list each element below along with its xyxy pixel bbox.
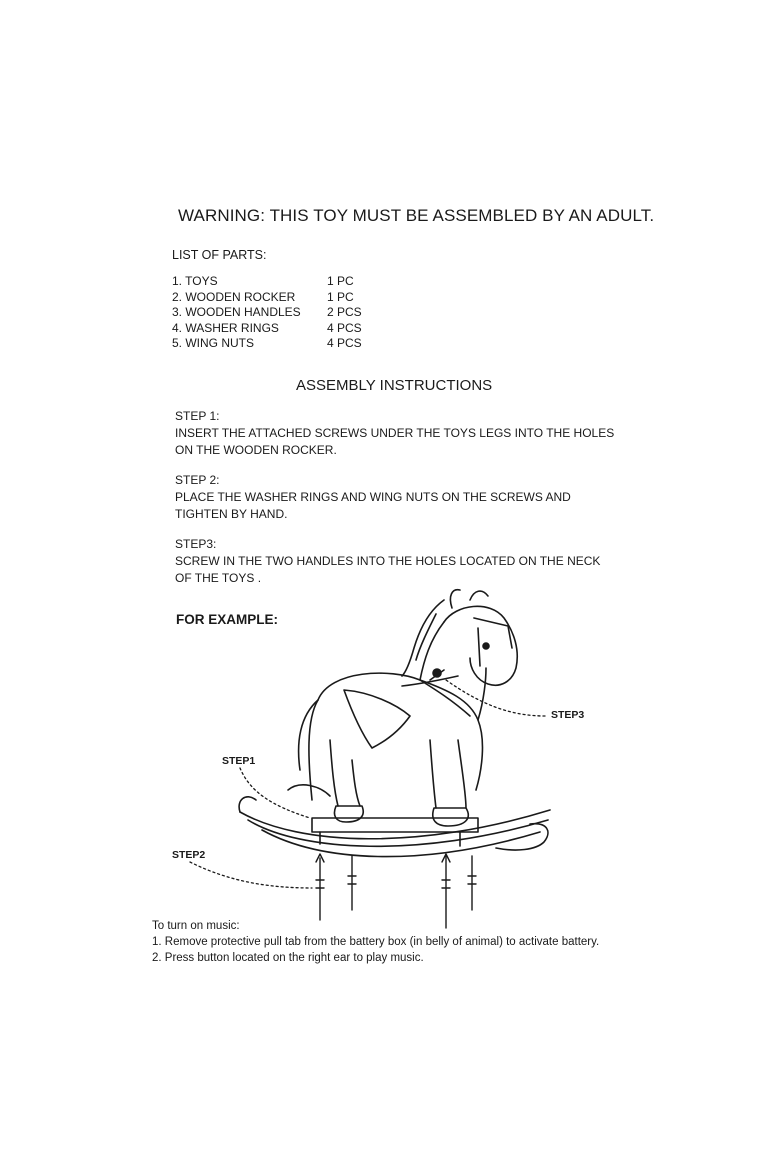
warning-heading: WARNING: THIS TOY MUST BE ASSEMBLED BY AN ADULT. bbox=[178, 206, 655, 225]
step-text: SCREW IN THE TWO HANDLES INTO THE HOLES LOCATED ON THE NECK OF THE TOYS . bbox=[175, 554, 601, 585]
part-name: 2. WOODEN ROCKER bbox=[172, 289, 296, 304]
part-quantity: 2 PCS bbox=[327, 305, 362, 319]
step2-callout-label: STEP2 bbox=[172, 849, 206, 861]
step3-callout-label: STEP3 bbox=[551, 709, 585, 721]
step-text: INSERT THE ATTACHED SCREWS UNDER THE TOYS LEGS INTO THE HOLES ON THE WOODEN ROCKER. bbox=[175, 426, 615, 457]
step-label: STEP 2: bbox=[175, 473, 220, 487]
music-instructions bbox=[152, 918, 599, 966]
part-quantity: 4 PCS bbox=[327, 336, 362, 350]
part-quantity: 1 PC bbox=[327, 274, 354, 288]
handle-icon bbox=[430, 669, 444, 680]
part-name: 4. WASHER RINGS bbox=[172, 320, 279, 335]
horse-body-icon bbox=[299, 590, 518, 826]
parts-list-title: LIST OF PARTS: bbox=[172, 248, 267, 262]
part-name: 3. WOODEN HANDLES bbox=[172, 305, 301, 319]
part-quantity: 4 PCS bbox=[327, 320, 362, 335]
step-label: STEP 1: bbox=[175, 409, 220, 423]
music-title: To turn on music: bbox=[152, 920, 240, 932]
screw-icon bbox=[316, 854, 476, 928]
music-line: 2. Press button located on the right ear to play music. bbox=[152, 952, 424, 964]
part-quantity: 1 PC bbox=[327, 289, 354, 304]
part-name: 1. TOYS bbox=[172, 274, 218, 288]
wooden-rocker-icon bbox=[239, 785, 550, 857]
step-text: PLACE THE WASHER RINGS AND WING NUTS ON THE SCREWS AND TIGHTEN BY HAND. bbox=[175, 490, 571, 521]
step1-callout-label: STEP1 bbox=[222, 755, 256, 767]
assembly-instructions-title: ASSEMBLY INSTRUCTIONS bbox=[296, 377, 493, 394]
part-name: 5. WING NUTS bbox=[172, 336, 255, 350]
step-label: STEP3: bbox=[175, 537, 217, 551]
for-example-label: FOR EXAMPLE: bbox=[176, 612, 279, 627]
music-line: 1. Remove protective pull tab from the battery box (in belly of animal) to activate battery. bbox=[152, 936, 600, 948]
